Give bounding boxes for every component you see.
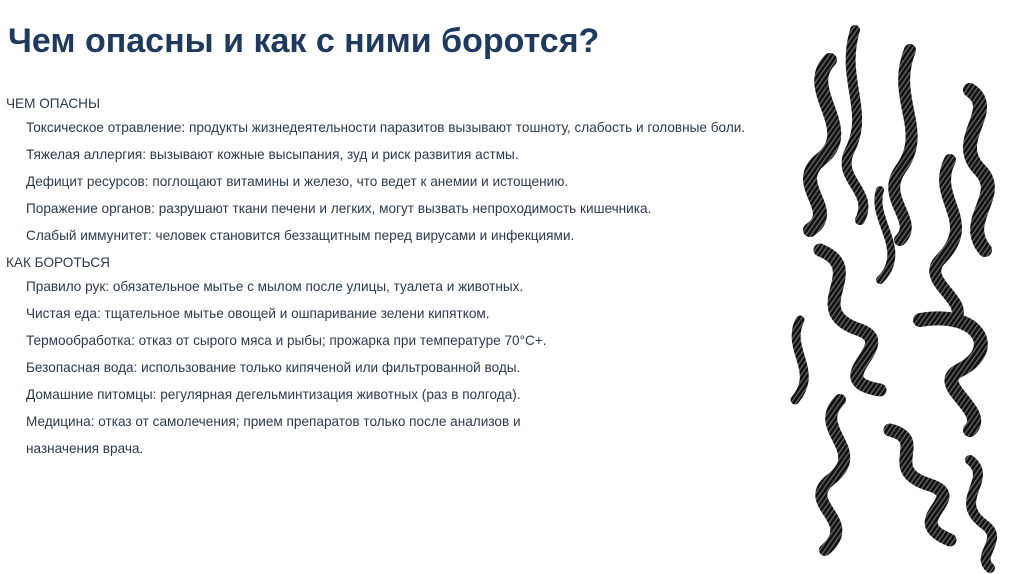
parasitic-worms-illustration: [780, 20, 1024, 574]
danger-heading: ЧЕМ ОПАСНЫ: [6, 96, 101, 111]
fight-item: Безопасная вода: использование только кипяченой или фильтрованной воды.: [26, 360, 521, 375]
fight-item: назначения врача.: [26, 441, 144, 456]
fight-item: Домашние питомцы: регулярная дегельминтизация животных (раз в полгода).: [26, 387, 521, 402]
fight-item: Правило рук: обязательное мытье с мылом после улицы, туалета и животных.: [26, 279, 524, 294]
slide-body: [6, 96, 766, 468]
fight-heading: КАК БОРОТЬСЯ: [6, 255, 110, 270]
danger-item: Поражение органов: разрушают ткани печени и легких, могут вызвать непроходимость кишечника.: [26, 201, 652, 216]
slide-title: Чем опасны и как с ними боротся?: [8, 22, 600, 60]
danger-item: Дефицит ресурсов: поглощают витамины и железо, что ведет к анемии и истощению.: [26, 174, 569, 189]
danger-item: Тяжелая аллергия: вызывают кожные высыпания, зуд и риск развития астмы.: [26, 147, 519, 162]
danger-item: Токсическое отравление: продукты жизнедеятельности паразитов вызывают тошноту, слабость и головные боли.: [26, 120, 746, 135]
danger-item: Слабый иммунитет: человек становится беззащитным перед вирусами и инфекциями.: [26, 228, 575, 243]
fight-item: Чистая еда: тщательное мытье овощей и ошпаривание зелени кипятком.: [26, 306, 490, 321]
fight-item: Термообработка: отказ от сырого мяса и рыбы; прожарка при температуре 70°C+.: [26, 333, 547, 348]
fight-item: Медицина: отказ от самолечения; прием препаратов только после анализов и: [26, 414, 521, 429]
